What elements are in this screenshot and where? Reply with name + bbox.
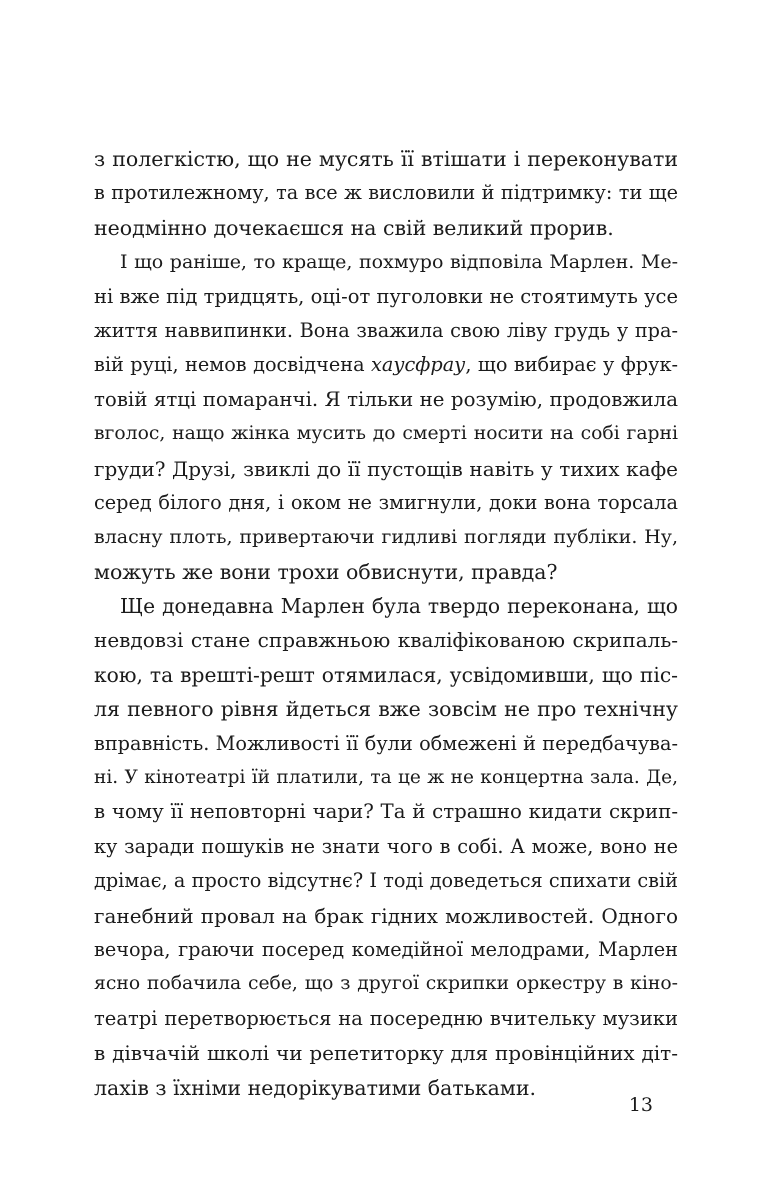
text-line: дрімає, а просто відсутнє? І тоді доведеться спихати свій (94, 869, 678, 893)
text-line: товій ятці помаранчі. Я тільки не розумію, продовжила (94, 387, 678, 411)
text-line: серед білого дня, і оком не змигнули, доки вона торсала (94, 490, 678, 514)
paragraph-first-line: І що раніше, то краще, похмуро відповіла Марлен. Ме- (120, 251, 678, 274)
text-line (94, 348, 678, 382)
text-line: кою, та врешті-решт отямилася, усвідомивши, що піс- (94, 662, 678, 687)
text-line: можуть же вони трохи обвиснути, правда? (94, 559, 558, 584)
text-line: груди? Друзі, звиклі до її пустощів навіть у тихих кафе (94, 456, 678, 481)
page-number: 13 (628, 1094, 653, 1116)
text-line: невдовзі стане справжньою кваліфікованою скрипаль- (94, 628, 678, 653)
text-line: в протилежному, та все ж висловили й підтримку: ти ще (94, 181, 678, 205)
italic-word: хаусфрау (371, 353, 466, 377)
text-line: театрі перетворюється на посередню вчительку музики (94, 1006, 678, 1030)
text-line: з полегкістю, що не мусять її втішати і переконувати (94, 147, 678, 171)
paragraph-first-line: Ще донедавна Марлен була твердо переконана, що (120, 594, 678, 619)
text-line: вправність. Можливості її були обмежені й передбачува- (94, 731, 678, 755)
text-line: ні вже під тридцять, оці-от пуголовки не стоятимуть усе (94, 284, 678, 308)
text-line: в дівчачій школі чи репетиторку для провінційних діт- (94, 1041, 678, 1066)
text-line: вечора, граючи посеред комедійної мелодрами, Марлен (94, 937, 678, 961)
text-line: ку заради пошуків не знати чого в собі. А може, воно не (94, 834, 678, 858)
text-line: вголос, нащо жінка мусить до смерті носити на собі гарні (94, 423, 678, 445)
text-line: власну плоть, привертаючи гидливі погляди публіки. Ну, (94, 526, 678, 549)
text-line: лахів з їхніми недорікуватими батьками. (94, 1075, 537, 1100)
text-line: в чому її неповторні чари? Та й страшно кидати скрип- (94, 800, 678, 824)
text-line: ганебний провал на брак гідних можливостей. Одного (94, 903, 678, 928)
text-line: ні. У кінотеатрі їй платили, та це ж не концертна зала. Де, (94, 767, 678, 789)
text-line: неодмінно дочекаєшся на свій великий прорив. (94, 215, 614, 240)
text-fragment: , що вибирає у фрук- (465, 353, 678, 377)
text-fragment: вій руці, немов досвідчена (94, 353, 372, 377)
text-line: ясно побачила себе, що з другої скрипки оркестру в кіно- (94, 973, 678, 995)
text-line: ля певного рівня йдеться вже зовсім не про технічну (94, 697, 678, 722)
text-line: життя наввипинки. Вона зважила свою ліву грудь у пра- (94, 318, 678, 342)
body-text (94, 142, 678, 1105)
